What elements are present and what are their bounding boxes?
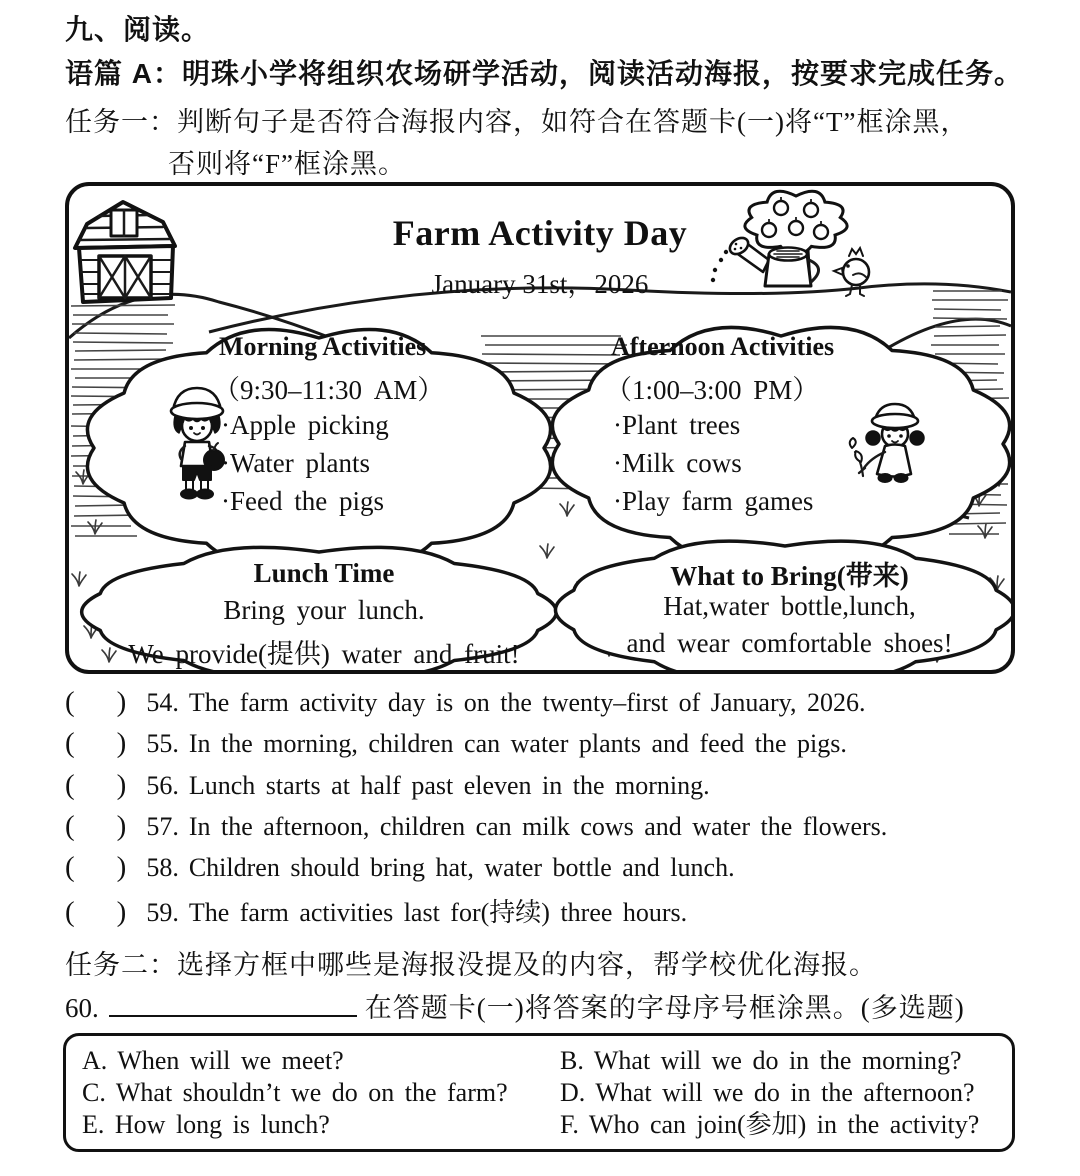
- option-c: [82, 1077, 560, 1109]
- option-text: What shouldn’t we do on the farm?: [115, 1078, 508, 1107]
- afternoon-item: ·Plant trees: [613, 410, 741, 440]
- option-text: What will we do in the morning?: [593, 1046, 962, 1075]
- section-title: 九、阅读。: [65, 14, 211, 45]
- answer-bracket-close: ): [116, 810, 127, 842]
- question-number: 55.: [146, 729, 179, 758]
- question-row-54: [65, 686, 865, 719]
- bring-line: and wear comfortable shoes!: [626, 628, 953, 658]
- task2-instruction: 任务二：选择方框中哪些是海报没提及的内容，帮学校优化海报。: [65, 950, 877, 980]
- question-number: 60.: [65, 993, 99, 1023]
- answer-bracket-close: ): [116, 851, 127, 883]
- question-text: The farm activities last for(持续) three hours.: [188, 898, 688, 927]
- afternoon-item: ·Play farm games: [613, 486, 814, 516]
- question-60-row: [65, 986, 965, 1025]
- option-text: When will we meet?: [117, 1046, 344, 1075]
- answer-bracket-close: ): [116, 686, 127, 718]
- question-text: In the afternoon, children can milk cows and water the flowers.: [188, 812, 888, 841]
- question-row-56: [65, 769, 710, 802]
- option-text: How long is lunch?: [114, 1110, 330, 1139]
- option-label: D.: [560, 1078, 586, 1107]
- question-row-58: [65, 851, 735, 884]
- question-number: 58.: [146, 853, 179, 882]
- question-row-59: [65, 892, 687, 929]
- option-e: [82, 1109, 560, 1141]
- bring-line: Hat,water bottle,lunch,: [663, 591, 916, 621]
- option-label: C.: [82, 1078, 106, 1107]
- question-row-57: [65, 810, 887, 843]
- answer-bracket-close: ): [116, 727, 127, 759]
- task1-instruction-line2: 否则将“F”框涂黑。: [168, 149, 406, 179]
- question-60-text: 在答题卡(一)将答案的字母序号框涂黑。(多选题): [364, 993, 965, 1023]
- answer-bracket-close: ): [116, 896, 127, 928]
- option-text: Who can join(参加) in the activity?: [588, 1110, 980, 1139]
- question-number: 54.: [146, 688, 179, 717]
- answer-bracket-close: ): [116, 769, 127, 801]
- passage-intro: 语篇 A：明珠小学将组织农场研学活动，阅读活动海报，按要求完成任务。: [65, 58, 1024, 89]
- morning-item: ·Apple picking: [221, 410, 389, 440]
- answer-bracket-open: (: [65, 896, 75, 928]
- option-text: What will we do in the afternoon?: [595, 1078, 975, 1107]
- option-label: E.: [82, 1110, 105, 1139]
- option-a: [82, 1045, 560, 1077]
- answer-blank: [109, 989, 357, 1017]
- answer-bracket-open: (: [65, 810, 75, 842]
- farm-poster: [65, 182, 1015, 674]
- what-to-bring-title: What to Bring(带来): [670, 561, 909, 591]
- poster-date: January 31st，2026: [431, 269, 649, 299]
- morning-item: ·Feed the pigs: [221, 486, 384, 516]
- lunch-time-title: Lunch Time: [253, 558, 395, 588]
- answer-bracket-open: (: [65, 769, 75, 801]
- afternoon-activities-title: Afternoon Activities: [611, 332, 835, 361]
- question-number: 59.: [146, 898, 179, 927]
- option-label: A.: [82, 1046, 108, 1075]
- option-f: [560, 1109, 1006, 1141]
- morning-activities-time: （9:30–11:30 AM）: [213, 375, 445, 405]
- poster-title: Farm Activity Day: [392, 213, 688, 253]
- option-label: B.: [560, 1046, 584, 1075]
- answer-bracket-open: (: [65, 727, 75, 759]
- question-number: 56.: [146, 771, 179, 800]
- task1-instruction-line1: 任务一：判断句子是否符合海报内容，如符合在答题卡(一)将“T”框涂黑，: [65, 107, 969, 137]
- lunch-line: Bring your lunch.: [223, 595, 425, 625]
- answer-bracket-open: (: [65, 851, 75, 883]
- answer-bracket-open: (: [65, 686, 75, 718]
- afternoon-activities-time: （1:00–3:00 PM）: [605, 375, 820, 405]
- question-text: Children should bring hat, water bottle and lunch.: [188, 853, 735, 882]
- question-text: Lunch starts at half past eleven in the morning.: [188, 771, 710, 800]
- morning-activities-title: Morning Activities: [219, 332, 427, 361]
- option-b: [560, 1045, 1006, 1077]
- question-text: The farm activity day is on the twenty–first of January, 2026.: [188, 688, 866, 717]
- lunch-line: We provide(提供) water and fruit!: [128, 639, 520, 669]
- option-label: F.: [560, 1110, 579, 1139]
- option-d: [560, 1077, 1006, 1109]
- question-row-55: [65, 727, 847, 760]
- afternoon-item: ·Milk cows: [613, 448, 742, 478]
- question-number: 57.: [146, 812, 179, 841]
- afternoon-cloud: [552, 327, 1009, 560]
- options-box: [63, 1033, 1015, 1152]
- morning-item: ·Water plants: [221, 448, 371, 478]
- question-text: In the morning, children can water plants and feed the pigs.: [188, 729, 847, 758]
